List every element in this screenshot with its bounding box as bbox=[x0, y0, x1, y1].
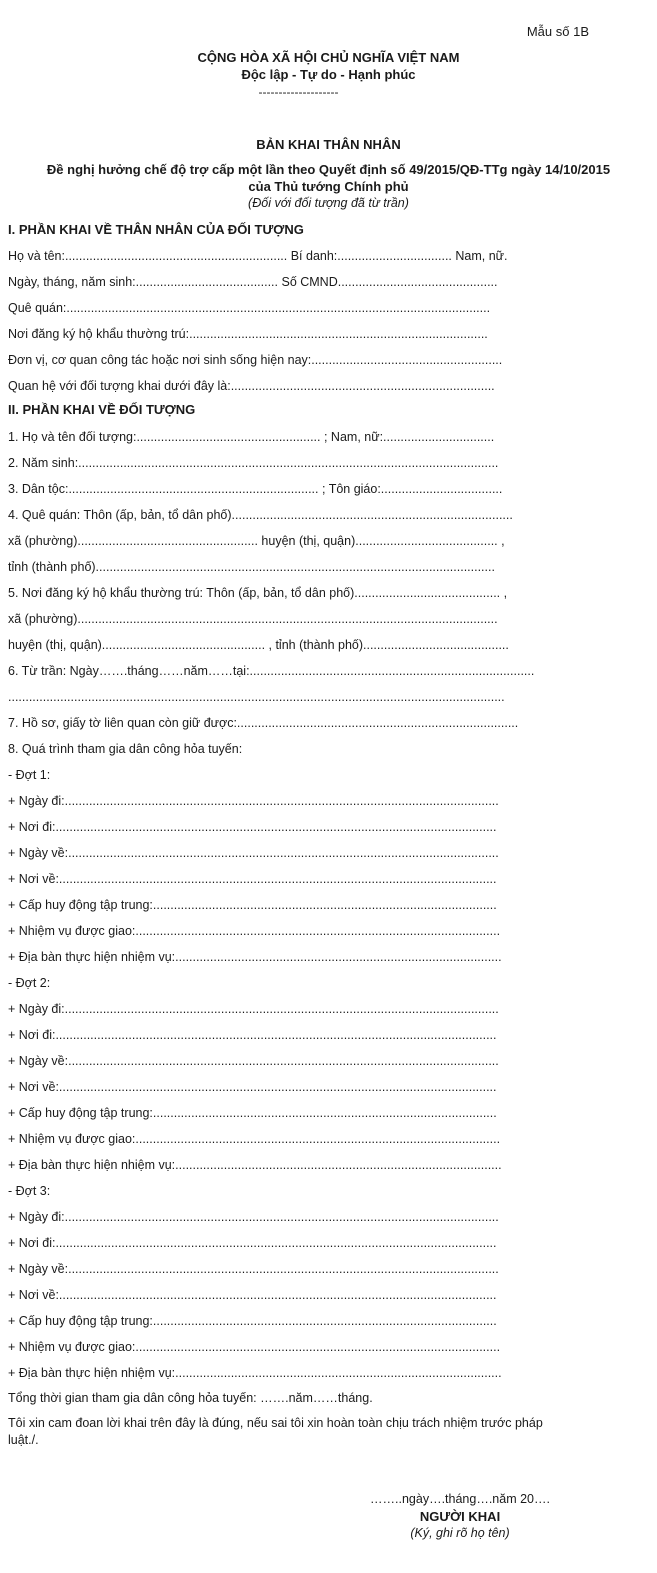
form-line: - Đợt 2: bbox=[8, 976, 51, 990]
form-line: ............................................................................................................................................... bbox=[8, 690, 505, 704]
country-name: CỘNG HÒA XÃ HỘI CHỦ NGHĨA VIỆT NAM bbox=[197, 50, 460, 65]
form-line: - Đợt 3: bbox=[8, 1184, 51, 1198]
form-line: huyện (thị, quận)............................................... , tỉnh (thành phố).......................................... bbox=[8, 638, 509, 652]
form-line: + Địa bàn thực hiện nhiệm vụ:.............................................................................................. bbox=[8, 1366, 502, 1380]
form-line: xã (phường).................................................... huyện (thị, quận)......................................... , bbox=[8, 534, 505, 548]
form-line: + Nơi về:.............................................................................................................................. bbox=[8, 1288, 497, 1302]
form-line: + Nơi về:.............................................................................................................................. bbox=[8, 1080, 497, 1094]
form-line: 3. Dân tộc:........................................................................ ; Tôn giáo:................................... bbox=[8, 482, 503, 496]
form-number: Mẫu số 1B bbox=[526, 24, 589, 39]
form-line: + Ngày đi:............................................................................................................................. bbox=[8, 1210, 499, 1224]
form-line: + Ngày đi:............................................................................................................................. bbox=[8, 794, 499, 808]
subtitle-line-1: Đề nghị hưởng chế độ trợ cấp một lần theo Quyết định số 49/2015/QĐ-TTg ngày 14/10/2015 bbox=[46, 162, 611, 177]
form-line: 5. Nơi đăng ký hộ khẩu thường trú: Thôn (ấp, bản, tổ dân phố).......................................... , bbox=[8, 586, 508, 600]
form-line: 7. Hồ sơ, giấy tờ liên quan còn giữ được:................................................................................. bbox=[8, 716, 519, 730]
form-line: tỉnh (thành phố)................................................................................................................... bbox=[8, 560, 495, 574]
form-line: Đơn vị, cơ quan công tác hoặc nơi sinh sống hiện nay:....................................................... bbox=[8, 353, 503, 367]
form-line: + Nơi đi:............................................................................................................................... bbox=[8, 1028, 497, 1042]
section-1-heading: I. PHẦN KHAI VỀ THÂN NHÂN CỦA ĐỐI TƯỢNG bbox=[8, 222, 304, 237]
form-line: Quan hệ với đối tượng khai dưới đây là:............................................................................ bbox=[8, 379, 495, 393]
form-line: + Nơi về:.............................................................................................................................. bbox=[8, 872, 497, 886]
form-line: + Ngày về:............................................................................................................................ bbox=[8, 846, 499, 860]
declaration-line-1: Tôi xin cam đoan lời khai trên đây là đúng, nếu sai tôi xin hoàn toàn chịu trách nhiệm trước pháp bbox=[8, 1416, 543, 1430]
section-2-heading: II. PHẦN KHAI VỀ ĐỐI TƯỢNG bbox=[8, 402, 196, 417]
form-line: + Ngày về:............................................................................................................................ bbox=[8, 1262, 499, 1276]
form-line: + Địa bàn thực hiện nhiệm vụ:.............................................................................................. bbox=[8, 1158, 502, 1172]
form-line: Ngày, tháng, năm sinh:......................................... Số CMND.............................................. bbox=[8, 275, 498, 289]
form-line: + Cấp huy động tập trung:................................................................................................... bbox=[8, 898, 497, 912]
form-line: xã (phường)......................................................................................................................... bbox=[8, 612, 498, 626]
form-line: + Cấp huy động tập trung:................................................................................................... bbox=[8, 1106, 497, 1120]
header-separator: -------------------- bbox=[258, 85, 339, 99]
total-duration-line: Tổng thời gian tham gia dân công hỏa tuyến: …….năm……tháng. bbox=[8, 1391, 373, 1405]
form-line: - Đợt 1: bbox=[8, 768, 51, 782]
form-line: + Nơi đi:............................................................................................................................... bbox=[8, 1236, 497, 1250]
form-line: 1. Họ và tên đối tượng:..................................................... ; Nam, nữ:................................ bbox=[8, 430, 495, 444]
subtitle-line-2: của Thủ tướng Chính phủ bbox=[248, 179, 409, 194]
form-line: 8. Quá trình tham gia dân công hỏa tuyến: bbox=[8, 742, 243, 756]
subtitle-note: (Đối với đối tượng đã từ trần) bbox=[248, 196, 409, 210]
form-line: + Cấp huy động tập trung:................................................................................................... bbox=[8, 1314, 497, 1328]
form-line: + Ngày đi:............................................................................................................................. bbox=[8, 1002, 499, 1016]
form-line: 6. Từ trần: Ngày…….tháng……năm……tại:.................................................................................. bbox=[8, 664, 535, 678]
form-line: Nơi đăng ký hộ khẩu thường trú:...................................................................................... bbox=[8, 327, 488, 341]
form-line: 4. Quê quán: Thôn (ấp, bản, tổ dân phố)................................................................................. bbox=[8, 508, 513, 522]
signature-date: ……..ngày….tháng….năm 20…. bbox=[370, 1492, 550, 1506]
form-line: + Nhiệm vụ được giao:......................................................................................................... bbox=[8, 924, 501, 938]
signature-title: NGƯỜI KHAI bbox=[419, 1509, 501, 1524]
document-title: BẢN KHAI THÂN NHÂN bbox=[256, 137, 401, 152]
national-motto: Độc lập - Tự do - Hạnh phúc bbox=[241, 67, 416, 82]
form-line: + Ngày về:............................................................................................................................ bbox=[8, 1054, 499, 1068]
form-line: + Nhiệm vụ được giao:......................................................................................................... bbox=[8, 1132, 501, 1146]
form-line: + Địa bàn thực hiện nhiệm vụ:.............................................................................................. bbox=[8, 950, 502, 964]
form-line: Quê quán:.......................................................................................................................... bbox=[8, 301, 491, 315]
declaration-line-2: luật./. bbox=[8, 1433, 39, 1447]
form-line: Họ và tên:................................................................ Bí danh:................................. Nam, nữ. bbox=[8, 249, 508, 263]
form-line: + Nơi đi:............................................................................................................................... bbox=[8, 820, 497, 834]
form-line: + Nhiệm vụ được giao:......................................................................................................... bbox=[8, 1340, 501, 1354]
signature-note: (Ký, ghi rõ họ tên) bbox=[410, 1526, 510, 1540]
form-line: 2. Năm sinh:......................................................................................................................... bbox=[8, 456, 499, 470]
